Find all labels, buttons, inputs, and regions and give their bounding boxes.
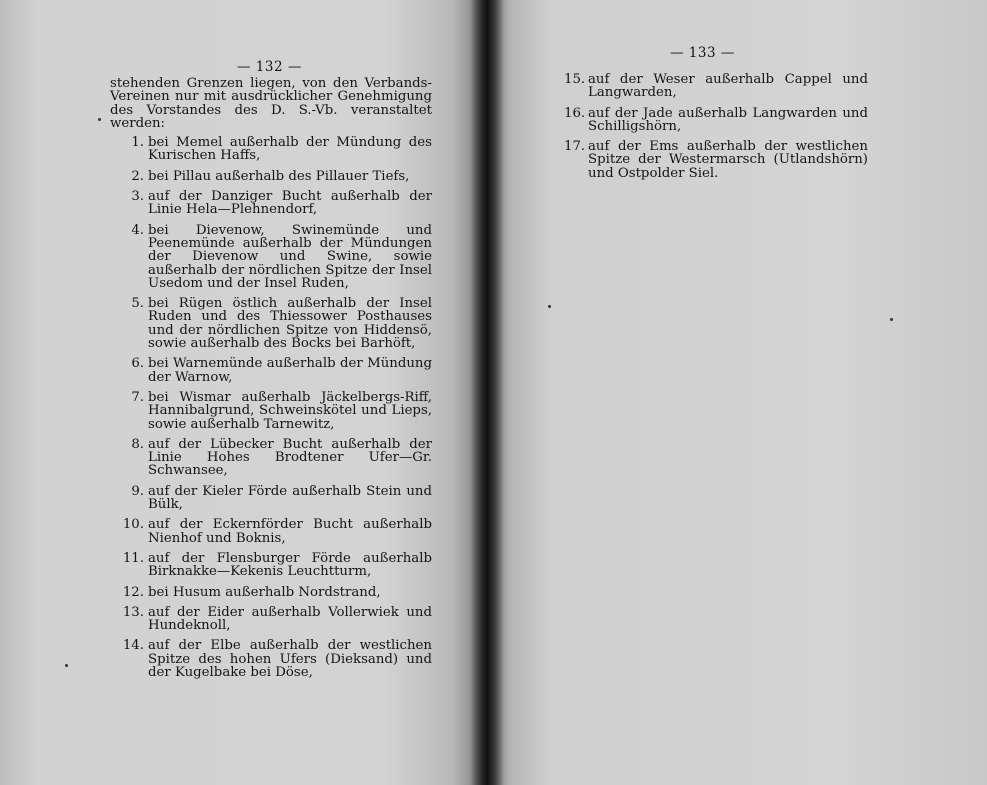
list-item <box>110 190 432 217</box>
paper-speck <box>65 664 68 667</box>
list-item-number: 12. <box>122 584 144 600</box>
list-item-text: auf der Flensburger Förde außerhalb Birknakke—Kekenis Leuchtturm, <box>148 550 432 580</box>
list-item <box>110 586 432 599</box>
list-item <box>110 485 432 512</box>
list-item-number: 5. <box>131 296 144 312</box>
list-item-text: auf der Ems außerhalb der westlichen Spitze der Westermarsch (Utlandshörn) und Ostpolder Siel. <box>588 139 868 181</box>
left-item-list <box>110 136 432 679</box>
list-item-text: bei Pillau außerhalb des Pillauer Tiefs, <box>148 168 410 184</box>
list-item-number: 2. <box>131 168 144 184</box>
list-item-number: 13. <box>122 604 144 620</box>
list-item <box>564 107 868 134</box>
paper-speck <box>548 305 551 308</box>
list-item-text: auf der Kieler Förde außerhalb Stein und Bülk, <box>148 483 432 513</box>
list-item <box>110 438 432 478</box>
list-item-text: auf der Eider außerhalb Vollerwiek und Hundeknoll, <box>148 604 432 634</box>
list-item <box>110 518 432 545</box>
list-item-text: auf der Jade außerhalb Langwarden und Schilligshörn, <box>588 105 868 134</box>
right-item-list <box>564 73 868 180</box>
list-item-text: auf der Lübecker Bucht außerhalb der Linie Hohes Brodtener Ufer—Gr. Schwansee, <box>148 436 432 479</box>
list-item-number: 3. <box>131 189 144 205</box>
list-item <box>110 357 432 384</box>
list-item <box>110 606 432 633</box>
list-item-number: 17. <box>564 139 586 155</box>
list-item <box>564 140 868 180</box>
paper-speck <box>890 318 893 321</box>
list-item <box>110 391 432 431</box>
left-page <box>0 0 482 785</box>
list-item-number: 1. <box>131 135 144 151</box>
page-number-left: — 132 — <box>237 59 302 75</box>
list-item-text: bei Memel außerhalb der Mündung des Kurischen Haffs, <box>148 135 432 164</box>
list-item <box>110 224 432 290</box>
list-item-text: auf der Weser außerhalb Cappel und Langwarden, <box>588 72 868 101</box>
book-gutter <box>470 0 504 785</box>
list-item-text: auf der Eckernförder Bucht außerhalb Nienhof und Boknis, <box>148 517 432 546</box>
list-item <box>110 639 432 679</box>
list-item <box>110 297 432 350</box>
list-item <box>110 552 432 579</box>
list-item-number: 6. <box>131 356 144 372</box>
list-item-text: bei Rügen östlich außerhalb der Insel Ruden und des Thiessower Posthauses und der nördlichen Spitze von Hiddensö, sowie außerhalb des Bocks bei Barhöft, <box>148 296 432 352</box>
list-item-number: 14. <box>122 638 144 654</box>
page-number-right: — 133 — <box>670 45 735 61</box>
list-item-number: 16. <box>564 105 586 121</box>
list-item-text: bei Warnemünde außerhalb der Mündung der Warnow, <box>148 356 432 385</box>
list-item-number: 4. <box>131 222 144 238</box>
left-page-text <box>110 77 432 686</box>
list-item-number: 10. <box>122 517 144 533</box>
list-item-number: 7. <box>131 389 144 405</box>
list-item <box>110 136 432 163</box>
list-item-number: 9. <box>131 483 144 499</box>
list-item-number: 11. <box>122 550 144 566</box>
right-page <box>490 0 987 785</box>
list-item-text: auf der Danziger Bucht außerhalb der Linie Hela—Plehnendorf, <box>148 189 432 218</box>
list-item-text: bei Husum außerhalb Nordstrand, <box>148 584 381 600</box>
list-item-number: 8. <box>131 436 144 452</box>
list-item-number: 15. <box>564 72 586 87</box>
list-item-text: bei Wismar außerhalb Jäckelbergs-Riff, Hannibalgrund, Schweinskötel und Lieps, sowie außerhalb Tarnewitz, <box>148 389 432 432</box>
list-item <box>110 170 432 183</box>
right-page-text <box>564 73 868 187</box>
list-item <box>564 73 868 100</box>
intro-paragraph: stehenden Grenzen liegen, von den Verbands-Vereinen nur mit ausdrücklicher Genehmigung des Vorstandes des D. S.-Vb. veranstaltet werden: <box>110 76 432 131</box>
paper-speck <box>98 118 101 121</box>
list-item-text: bei Dievenow, Swinemünde und Peenemünde außerhalb der Mündungen der Dievenow und Swine, sowie außerhalb der nördlichen Spitze der Insel Usedom und der Insel Ruden, <box>148 222 432 291</box>
list-item-text: auf der Elbe außerhalb der westlichen Spitze des hohen Ufers (Dieksand) und der Kugelbake bei Döse, <box>148 638 432 680</box>
